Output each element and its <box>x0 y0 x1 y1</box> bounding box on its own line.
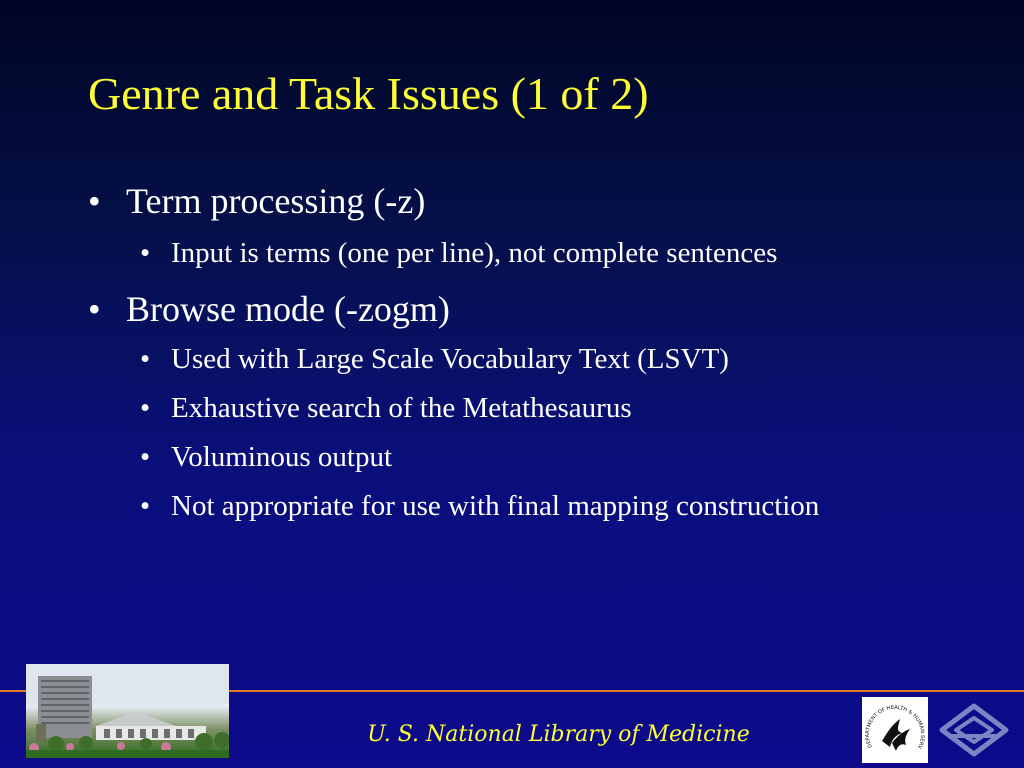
bullet-dot-icon: • <box>140 490 151 522</box>
bullet-text: Browse mode (-zogm) <box>126 289 450 329</box>
hhs-seal-logo <box>862 697 928 763</box>
bullet-dot-icon: • <box>140 237 151 269</box>
bullet-dot-icon: • <box>88 289 101 329</box>
bullet-dot-icon: • <box>140 392 151 424</box>
bullet-dot-icon: • <box>88 181 101 221</box>
bullet-dot-icon: • <box>140 343 151 375</box>
bullet-text: Input is terms (one per line), not complete sentences <box>171 237 778 269</box>
slide-title: Genre and Task Issues (1 of 2) <box>88 68 649 119</box>
organization-name: U. S. National Library of Medicine <box>367 722 750 747</box>
bullet-text: Used with Large Scale Vocabulary Text (LSVT) <box>171 343 729 375</box>
bullet-text: Term processing (-z) <box>126 181 426 221</box>
bullet-dot-icon: • <box>140 441 151 473</box>
nlm-logo-icon <box>936 700 1012 760</box>
hhs-seal-text: DEPARTMENT OF HEALTH & HUMAN SERV <box>864 704 926 750</box>
bullet-text: Voluminous output <box>171 441 393 473</box>
bullet-text: Not appropriate for use with final mapping construction <box>171 490 820 522</box>
bullet-text: Exhaustive search of the Metathesaurus <box>171 392 632 424</box>
